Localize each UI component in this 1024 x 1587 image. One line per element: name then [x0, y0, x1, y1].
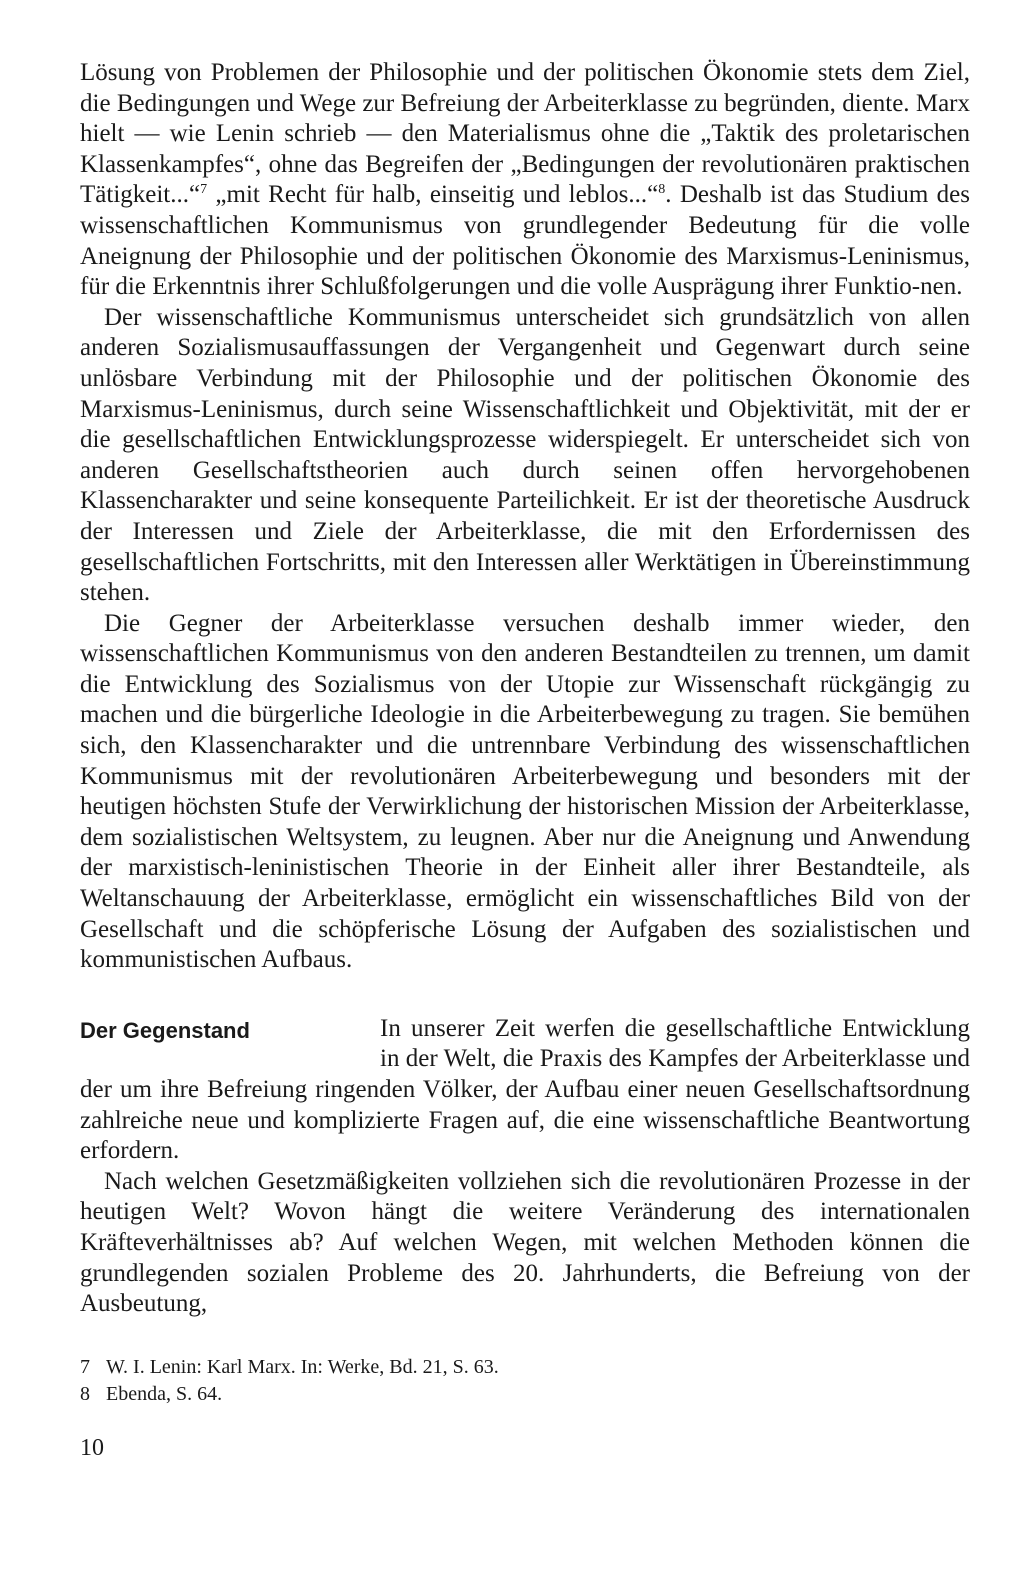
- paragraph-2: Der wissenschaftliche Kommunismus unterscheidet sich grundsätzlich von allen anderen Sozialismusauffassungen der Vergangenheit und Gegenwart durch seine unlösbare Verbindung mit der Philosophie und der politischen Ökonomie des Marxismus-Leninismus, durch seine Wissenschaftlichkeit und Objektivität, mit der er die gesellschaftlichen Entwicklungsprozesse widerspiegelt. Er unterscheidet sich von anderen Gesellschaftstheorien auch durch seinen offen hervorgehobenen Klassencharakter und seine konsequente Parteilichkeit. Er ist der theoretische Ausdruck der Interessen und Ziele der Arbeiterklasse, die mit den Erfordernissen des gesellschaftlichen Fortschritts, mit den Interessen aller Werktätigen in Übereinstimmung stehen.: [80, 303, 970, 607]
- footnote-8: [80, 1381, 970, 1408]
- footnotes: [80, 1354, 970, 1408]
- section-der-gegenstand: [80, 1014, 970, 1320]
- paragraph-3: Die Gegner der Arbeiterklasse versuchen deshalb immer wieder, den wissenschaftlichen Kommunismus von den anderen Bestandteilen zu trennen, um damit die Entwicklung des Sozialismus von der Utopie zur Wissenschaft rückgängig zu machen und die bürgerliche Ideologie in die Arbeiterbewegung zu tragen. Sie bemühen sich, den Klassencharakter und die untrennbare Verbindung des wissenschaftlichen Kommunismus mit der revolutionären Arbeiterbewegung und besonders mit der heutigen höchsten Stufe der Verwirklichung der historischen Mission der Arbeiterklasse, dem sozialistischen Weltsystem, zu leugnen. Aber nur die Aneignung und Anwendung der marxistisch-leninistischen Theorie in der Einheit aller ihrer Bestandteile, als Weltanschauung der Arbeiterklasse, ermöglicht ein wissenschaftliches Bild von der Gesellschaft und die schöpferische Lösung der Aufgaben des sozialistischen und kommunistischen Aufbaus.: [80, 609, 970, 974]
- footnote-ref-8: 8: [658, 182, 666, 198]
- footnote-number: 8: [80, 1382, 90, 1405]
- paragraph-1-text-a: Lösung von Problemen der Philosophie und der politischen Ökonomie stets dem Ziel, die Bedingungen und Wege zur Befreiung der Arbeiterklasse zu begründen, diente. Marx hielt — wie Lenin schrieb — den Materialismus ohne die „Taktik des proletarischen Klassenkampfes“, ohne das Begreifen der „Bedingungen der revolutionären praktischen Tätigkeit...“: [80, 59, 970, 209]
- footnote-7: [80, 1354, 970, 1381]
- footnote-text: W. I. Lenin: Karl Marx. In: Werke, Bd. 21, S. 63.: [106, 1355, 499, 1378]
- book-page: [80, 58, 970, 1462]
- section-paragraph-1: In unserer Zeit werfen die gesellschaftliche Entwicklung in der Welt, die Praxis des Kampfes der Arbeiterklasse und der um ihre Befreiung ringenden Völker, der Aufbau einer neuen Gesellschaftsordnung zahlreiche neue und komplizierte Fragen auf, die eine wissenschaftliche Beantwortung erfordern.: [80, 1014, 970, 1165]
- footnote-text: Ebenda, S. 64.: [106, 1382, 223, 1405]
- page-number: 10: [80, 1434, 104, 1461]
- paragraph-1-text-b: „mit Recht für halb, einseitig und leblos...“: [207, 181, 659, 209]
- section-heading: Der Gegenstand: [80, 1017, 250, 1043]
- paragraph-1: [80, 58, 970, 303]
- paragraph-1-text-c: . Deshalb ist das Studium des wissenschaftlichen Kommunismus von grundlegender Bedeutung für die volle Aneignung der Philosophie und der politischen Ökonomie des Marxismus-Leninismus, für die Erkenntnis ihrer Schlußfolgerungen und die volle Ausprägung ihrer Funktio-nen.: [80, 181, 970, 301]
- footnote-number: 7: [80, 1355, 90, 1378]
- section-paragraph-2: Nach welchen Gesetzmäßigkeiten vollziehen sich die revolutionären Prozesse in der heutigen Welt? Wovon hängt die weitere Veränderung des internationalen Kräfteverhältnisses ab? Auf welchen Wegen, mit welchen Methoden können die grundlegenden sozialen Probleme des 20. Jahrhunderts, die Befreiung von der Ausbeutung,: [80, 1167, 970, 1318]
- footnote-ref-7: 7: [200, 182, 208, 198]
